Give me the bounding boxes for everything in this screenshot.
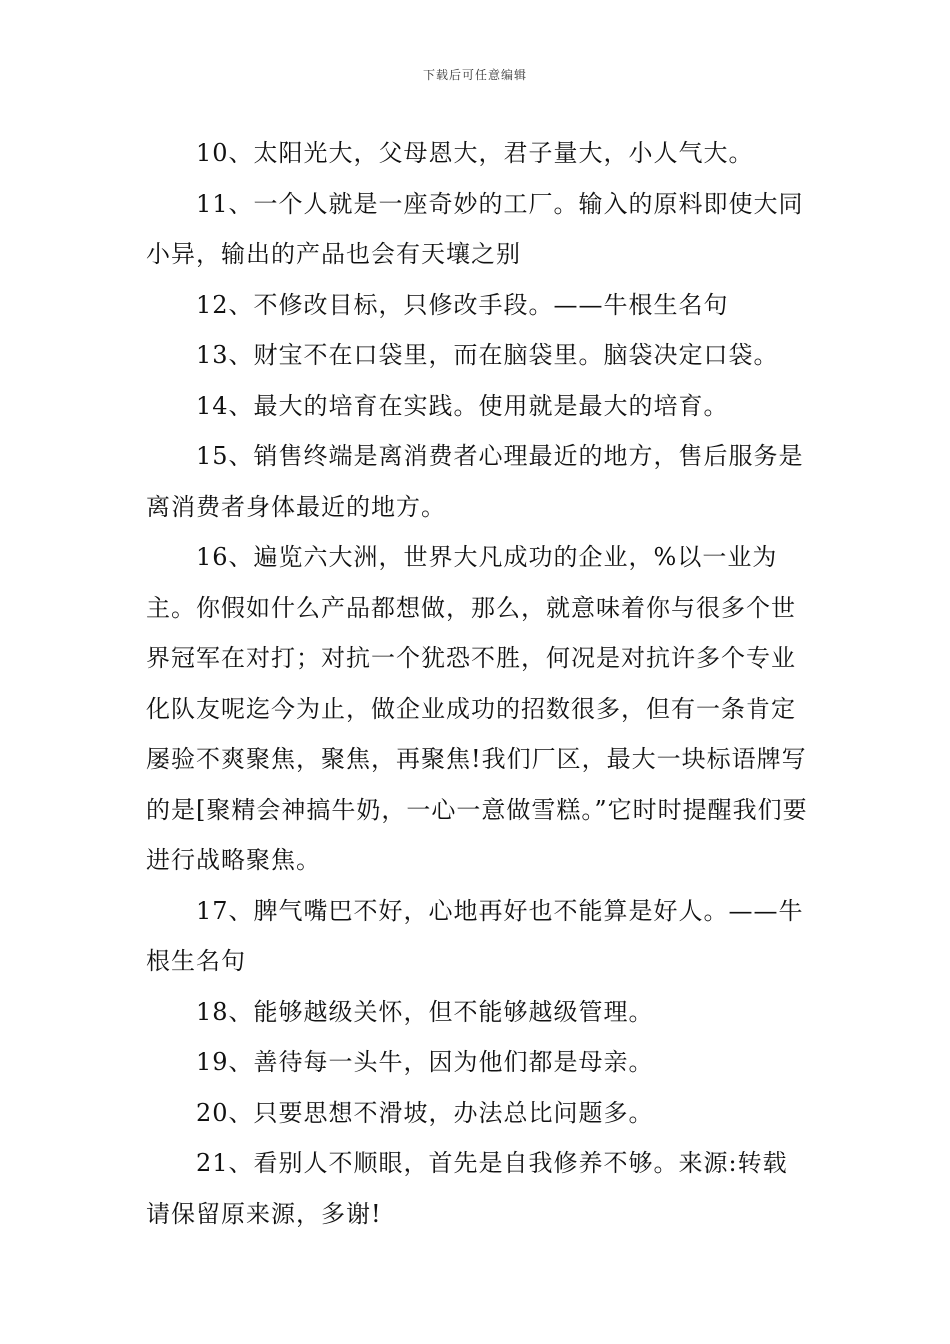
paragraph-17: 17、脾气嘴巴不好，心地再好也不能算是好人。——牛根生名句 — [146, 896, 804, 975]
paragraph-10: 10、太阳光大，父母恩大，君子量大，小人气大。 — [196, 139, 754, 167]
paragraph-14: 14、最大的培育在实践。使用就是最大的培育。 — [196, 391, 729, 420]
paragraph-15: 15、销售终端是离消费者心理最近的地方，售后服务是离消费者身体最近的地方。 — [146, 442, 804, 521]
paragraph-21: 21、看别人不顺眼，首先是自我修养不够。来源:转载请保留原来源，多谢! — [146, 1149, 788, 1228]
page-header-note: 下载后可任意编辑 — [422, 68, 527, 82]
document-body — [146, 128, 810, 1239]
paragraph-12: 12、不修改目标，只修改手段。——牛根生名句 — [196, 290, 729, 319]
paragraph-18: 18、能够越级关怀，但不能够越级管理。 — [196, 997, 654, 1026]
paragraph-11: 11、一个人就是一座奇妙的工厂。输入的原料即使大同小异，输出的产品也会有天壤之别 — [146, 189, 804, 268]
paragraph-16: 16、遍览六大洲，世界大凡成功的企业，%以一业为主。你假如什么产品都想做，那么，就意味着你与很多个世界冠军在对打；对抗一个犹恐不胜，何况是对抗许多个专业化队友呢迄今为止，做企业成功的招数很多，但有一条肯定屡验不爽聚焦，聚焦，再聚焦!我们厂区，最大一块标语牌写的是[聚精会神搞牛奶，一心一意做雪糕。”它时时提醒我们要进行战略聚焦。 — [146, 543, 808, 874]
paragraph-20: 20、只要思想不滑坡，办法总比问题多。 — [196, 1098, 654, 1127]
paragraph-19: 19、善待每一头牛，因为他们都是母亲。 — [196, 1048, 654, 1076]
paragraph-13: 13、财宝不在口袋里，而在脑袋里。脑袋决定口袋。 — [196, 341, 779, 369]
